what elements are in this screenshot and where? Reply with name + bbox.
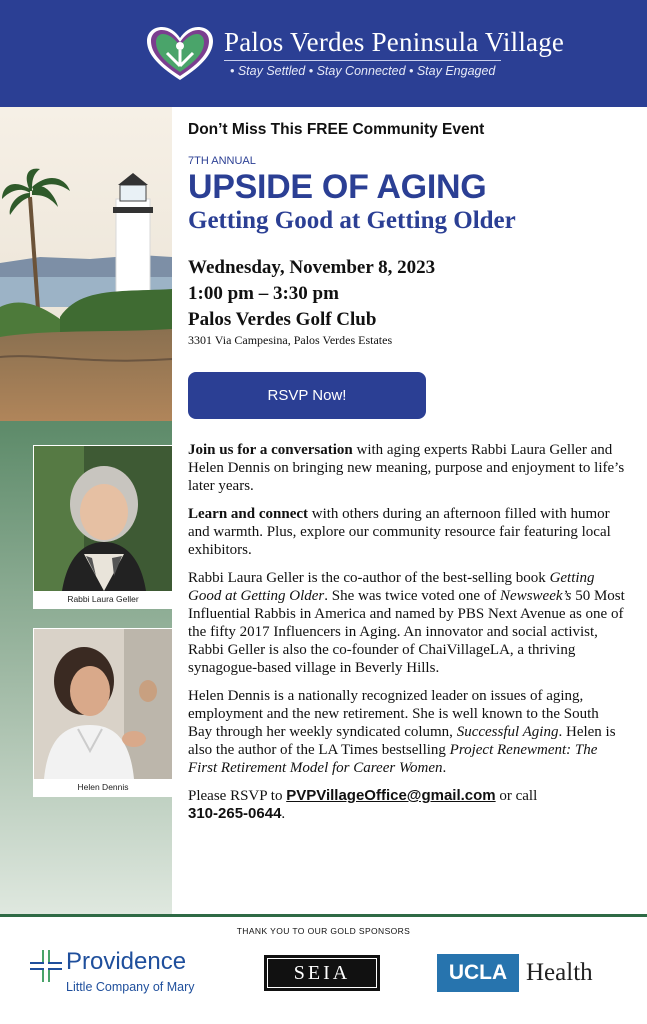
village-logo-icon xyxy=(145,26,215,82)
seia-name: SEIA xyxy=(293,962,351,984)
ucla-health-word: Health xyxy=(526,959,593,986)
event-address: 3301 Via Campesina, Palos Verdes Estates xyxy=(188,333,393,347)
event-venue: Palos Verdes Golf Club xyxy=(188,309,377,330)
connect-paragraph: Learn and connect with others during an afternoon filled with humor and warmth. Plus, explore our community resource fair featuring local exhibitors. xyxy=(188,506,611,558)
speaker-photo-helen-dennis xyxy=(33,628,173,797)
rsvp-button[interactable]: RSVP Now! xyxy=(188,372,426,419)
header-divider xyxy=(224,60,501,61)
event-title: UPSIDE OF AGING xyxy=(188,168,487,206)
speaker-photo-rabbi-geller xyxy=(33,445,173,609)
dennis-bio: Helen Dennis is a nationally recognized leader on issues of aging, employment and the new retirement. She is well known to the South Bay through her weekly syndicated column, Successful Aging. Helen is also the author of the LA Times bestselling Project Renewment: The First Retirement Model for Career Women. xyxy=(188,688,616,776)
rsvp-phone[interactable]: 310-265-0644 xyxy=(188,805,282,822)
event-details xyxy=(188,255,435,333)
providence-subtitle: Little Company of Mary xyxy=(66,980,195,994)
sponsor-providence-logo xyxy=(30,948,195,994)
intro-paragraph: Join us for a conversation with aging experts Rabbi Laura Geller and Helen Dennis on bringing new meaning, purpose and enjoyment to life’s later years. xyxy=(188,442,625,494)
sponsor-ucla-logo: UCLA xyxy=(437,954,519,992)
event-description xyxy=(188,441,626,833)
event-date: Wednesday, November 8, 2023 xyxy=(188,257,436,278)
rsvp-contact: Please RSVP to PVPVillageOffice@gmail.com or call 310-265-0644. xyxy=(188,787,538,822)
event-time: 1:00 pm – 3:30 pm xyxy=(188,283,339,304)
event-subtitle: Getting Good at Getting Older xyxy=(188,207,516,234)
caption-helen-dennis: Helen Dennis xyxy=(34,779,172,796)
providence-cross-icon xyxy=(30,950,62,982)
event-headline: Don’t Miss This FREE Community Event xyxy=(188,121,485,138)
org-name: Palos Verdes Peninsula Village xyxy=(224,27,565,57)
caption-rabbi-geller: Rabbi Laura Geller xyxy=(34,591,172,608)
providence-name: Providence xyxy=(66,948,187,975)
seia-border xyxy=(267,958,377,988)
event-edition: 7TH ANNUAL xyxy=(188,155,256,167)
geller-bio: Rabbi Laura Geller is the co-author of the best-selling book Getting Good at Getting Older. She was twice voted one of Newsweek’s 50 Most Influential Rabbis in America and named by PBS Next Avenue as one of the fifty 2017 Influencers in Aging. An innovator and social activist, Rabbi Geller is also the co-founder of ChaiVillageLA, a thriving synagogue-based village in Beverly Hills. xyxy=(188,570,625,676)
lighthouse-photo xyxy=(0,107,172,421)
footer-divider xyxy=(0,914,647,917)
sponsors-label: THANK YOU TO OUR GOLD SPONSORS xyxy=(236,926,411,936)
header-banner xyxy=(0,0,647,107)
sponsor-seia-logo xyxy=(264,955,380,991)
org-tagline: • Stay Settled • Stay Connected • Stay Engaged xyxy=(230,64,496,78)
rsvp-email-link[interactable]: PVPVillageOffice@gmail.com xyxy=(286,787,496,804)
